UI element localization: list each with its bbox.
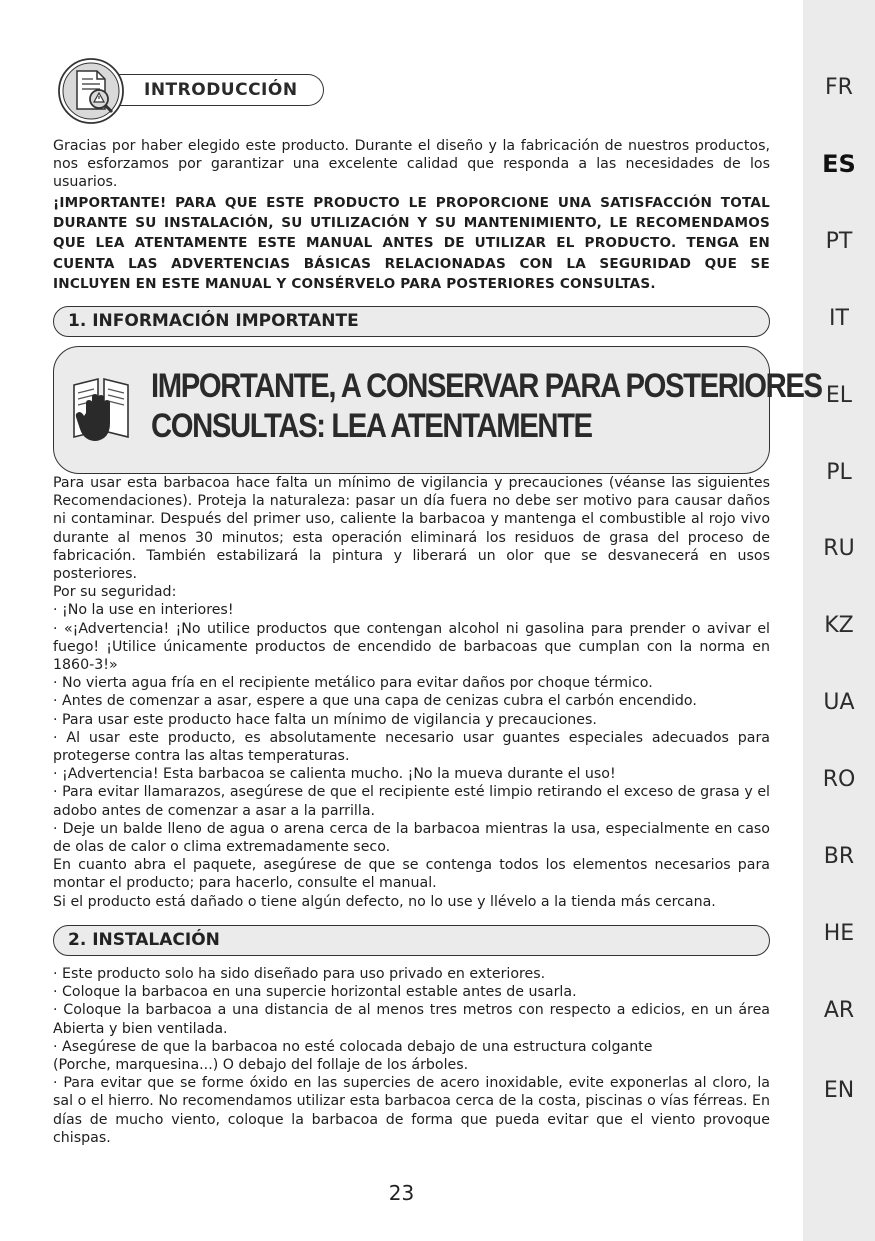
lang-br[interactable]: BR [823, 844, 855, 869]
section-2-line: · Coloque la barbacoa en una supercie horizontal estable antes de usarla. [53, 984, 577, 1001]
lang-el[interactable]: EL [825, 383, 853, 408]
section-1-line: · «¡Advertencia! ¡No utilice productos que contengan alcohol ni gasolina para prender o avivar el fuego! ¡Utilice únicamente productos de encendido de barbacoas que cumplan con la norma en 1860-3!» [53, 620, 770, 674]
section-1-line: · ¡No la use en interiores! [53, 602, 234, 619]
lang-ro[interactable]: RO [822, 767, 856, 792]
section-2-line: · Para evitar que se forme óxido en las supercies de acero inoxidable, evite exponerlas al cloro, la sal o el hierro. No recomendamos utilizar esta barbacoa cerca de la costa, piscinas o vías férreas. En días de mucho viento, coloque la barbacoa de forma que pueda evitar que el viento provoque chispas. [53, 1075, 770, 1146]
warning-heading-line-2: CONSULTAS: LEA ATENTAMENTE [151, 407, 592, 445]
section-2-title: 2. INSTALACIÓN [68, 930, 220, 950]
section-1-line: · No vierta agua fría en el recipiente metálico para evitar daños por choque térmico. [53, 675, 653, 692]
lang-he[interactable]: HE [823, 921, 855, 946]
lang-ru[interactable]: RU [823, 536, 855, 561]
section-1-line: Por su seguridad: [53, 584, 177, 601]
read-manual-icon [68, 373, 134, 445]
section-2-body [53, 965, 770, 1147]
section-1-line: En cuanto abra el paquete, asegúrese de que se contenga todos los elementos necesarios para montar el producto; para hacerlo, consulte el manual. [53, 857, 770, 892]
intro-paragraph: Gracias por haber elegido este producto. Durante el diseño y la fabricación de nuestros productos, nos esforzamos por garantizar una excelente calidad que responda a las necesidades de los usuarios. [53, 138, 770, 191]
section-1-line: Si el producto está dañado o tiene algún defecto, no lo use y llévelo a la tienda más cercana. [53, 893, 716, 910]
lang-es[interactable]: ES [822, 150, 856, 178]
lang-en[interactable]: EN [823, 1078, 855, 1103]
lang-it[interactable]: IT [829, 306, 849, 331]
section-2-line: · Coloque la barbacoa a una distancia de al menos tres metros con respecto a edicios, en un área Abierta y bien ventilada. [53, 1002, 770, 1037]
section-1-line: · Deje un balde lleno de agua o arena cerca de la barbacoa mientras la usa, especialmente en caso de olas de calor o clima extremadamente seco. [53, 820, 770, 856]
section-2-line: (Porche, marquesina...) O debajo del follaje de los árboles. [53, 1057, 469, 1074]
section-1-body [53, 474, 770, 911]
section-1-header [53, 306, 770, 337]
read-manual-warning-box [53, 346, 822, 474]
intro-title: INTRODUCCIÓN [144, 80, 298, 100]
section-1-line: · Para evitar llamarazos, asegúrese de que el recipiente esté limpio retirando el exceso de grasa y el adobo antes de comenzar a asar a la parrilla. [53, 784, 770, 819]
section-1-line: · Antes de comenzar a asar, espere a que una capa de cenizas cubra el carbón encendido. [53, 693, 697, 710]
lang-pt[interactable]: PT [825, 229, 853, 254]
lang-kz[interactable]: KZ [824, 613, 854, 638]
warning-heading [151, 366, 822, 446]
lang-pl[interactable]: PL [826, 460, 852, 485]
section-2-line: · Este producto solo ha sido diseñado para uso privado en exteriores. [53, 966, 546, 982]
page-number: 23 [388, 1181, 415, 1205]
lang-ar[interactable]: AR [823, 998, 855, 1023]
section-2-header [53, 925, 770, 956]
language-sidebar [803, 0, 875, 1241]
warning-heading-line-1: IMPORTANTE, A CONSERVAR PARA POSTERIORES [151, 367, 822, 405]
section-1-line: Para usar esta barbacoa hace falta un mínimo de vigilancia y precauciones (véanse las siguientes Recomendaciones). Proteja la naturaleza: pasar un día fuera no debe ser motivo para causar daños ni contaminar. Después del primer uso, caliente la barbacoa y mantenga el combustible al rojo vivo durante al menos 30 minutos; esta operación eliminará los residuos de grasa del proceso de fabricación. También estabilizará la pintura y liberará un olor que se desvanecerá en usos posteriores. [53, 475, 770, 583]
lang-ua[interactable]: UA [823, 690, 855, 715]
section-2-line: · Asegúrese de que la barbacoa no esté colocada debajo de una estructura colgante [53, 1038, 653, 1055]
lang-fr[interactable]: FR [825, 75, 853, 100]
section-1-line: · Al usar este producto, es absolutamente necesario usar guantes especiales adecuados para protegerse contra las altas temperaturas. [53, 729, 770, 765]
intro-important-notice: ¡IMPORTANTE! PARA QUE ESTE PRODUCTO LE PROPORCIONE UNA SATISFACCIÓN TOTAL DURANTE SU INSTALACIÓN, SU UTILIZACIÓN Y SU MANTENIMIENTO, LE RECOMENDAMOS QUE LEA ATENTAMENTE ESTE MANUAL ANTES DE UTILIZAR EL PRODUCTO. TENGA EN CUENTA LAS ADVERTENCIAS BÁSICAS RELACIONADAS CON LA SEGURIDAD QUE SE INCLUYEN EN ESTE MANUAL Y CONSÉRVELO PARA POSTERIORES CONSULTAS. [53, 195, 770, 292]
document-warning-icon [57, 57, 125, 125]
section-1-line: · Para usar este producto hace falta un mínimo de vigilancia y precauciones. [53, 711, 597, 728]
section-1-line: · ¡Advertencia! Esta barbacoa se calienta mucho. ¡No la mueva durante el uso! [53, 766, 616, 783]
section-1-title: 1. INFORMACIÓN IMPORTANTE [68, 311, 359, 331]
